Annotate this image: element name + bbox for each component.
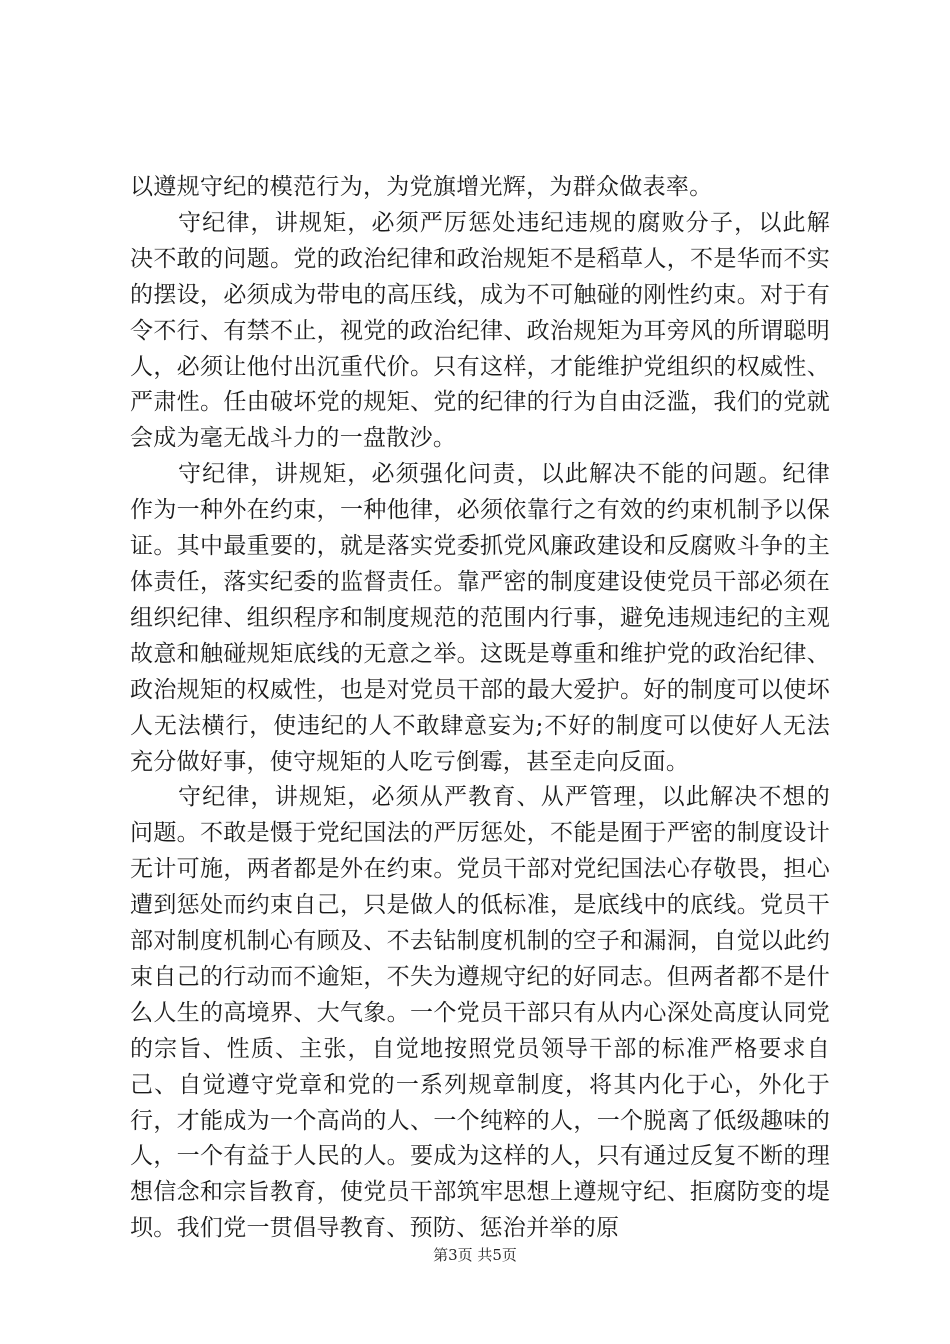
document-body [130, 170, 830, 1247]
paragraph-2: 守纪律，讲规矩，必须严厉惩处违纪违规的腐败分子，以此解决不敢的问题。党的政治纪律和政治规矩不是稻草人，不是华而不实的摆设，必须成为带电的高压线，成为不可触碰的刚性约束。对于有令不行、有禁不止，视党的政治纪律、政治规矩为耳旁风的所谓聪明人，必须让他付出沉重代价。只有这样，才能维护党组织的权威性、严肃性。任由破坏党的规矩、党的纪律的行为自由泛滥，我们的党就会成为毫无战斗力的一盘散沙。 [130, 209, 830, 452]
paragraph-1: 以遵规守纪的模范行为，为党旗增光辉，为群众做表率。 [130, 174, 713, 200]
paragraph-3: 守纪律，讲规矩，必须强化问责，以此解决不能的问题。纪律作为一种外在约束，一种他律，必须依靠行之有效的约束机制予以保证。其中最重要的，就是落实党委抓党风廉政建设和反腐败斗争的主体责任，落实纪委的监督责任。靠严密的制度建设使党员干部必须在组织纪律、组织程序和制度规范的范围内行事，避免违规违纪的主观故意和触碰规矩底线的无意之举。这既是尊重和维护党的政治纪律、政治规矩的权威性，也是对党员干部的最大爱护。好的制度可以使坏人无法横行，使违纪的人不敢肆意妄为;不好的制度可以使好人无法充分做好事，使守规矩的人吃亏倒霉，甚至走向反面。 [130, 461, 830, 775]
paragraph-4: 守纪律，讲规矩，必须从严教育、从严管理，以此解决不想的问题。不敢是慑于党纪国法的严厉惩处，不能是囿于严密的制度设计无计可施，两者都是外在约束。党员干部对党纪国法心存敬畏，担心遭到惩处而约束自己，只是做人的低标准，是底线中的底线。党员干部对制度机制心有顾及、不去钻制度机制的空子和漏洞，自觉以此约束自己的行动而不逾矩，不失为遵规守纪的好同志。但两者都不是什么人生的高境界、大气象。一个党员干部只有从内心深处高度认同党的宗旨、性质、主张，自觉地按照党员领导干部的标准严格要求自己、自觉遵守党章和党的一系列规章制度，将其内化于心，外化于行，才能成为一个高尚的人、一个纯粹的人，一个脱离了低级趣味的人，一个有益于人民的人。要成为这样的人，只有通过反复不断的理想信念和宗旨教育，使党员干部筑牢思想上遵规守纪、拒腐防变的堤坝。我们党一贯倡导教育、预防、惩治并举的原 [130, 784, 830, 1242]
page-number-footer: 第3页 共5页 [433, 1246, 517, 1264]
